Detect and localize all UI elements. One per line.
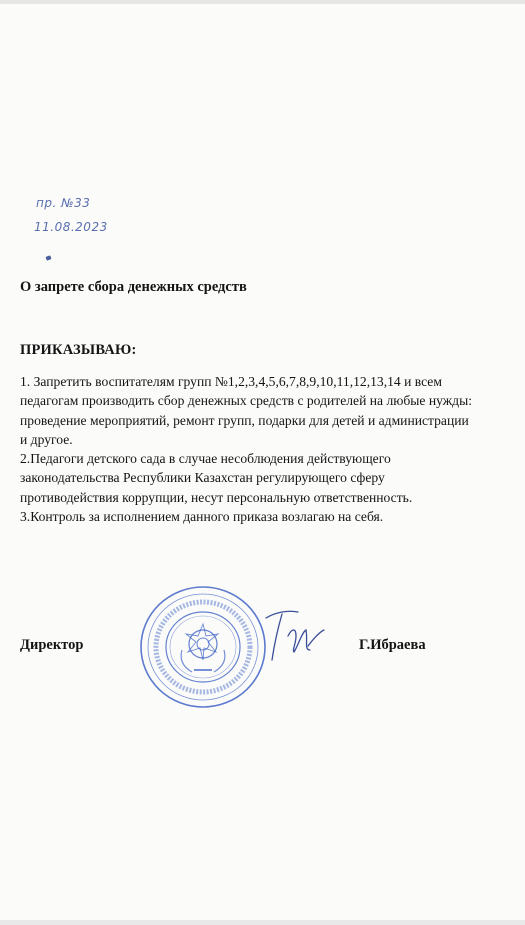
body-line: педагогам производить сбор денежных средств с родителей на любые нужды: <box>20 393 472 409</box>
signature-icon <box>258 606 328 666</box>
decree-heading: ПРИКАЗЫВАЮ: <box>20 342 137 358</box>
handwritten-order-date: 11.08.2023 <box>34 220 108 234</box>
document-title: О запрете сбора денежных средств <box>20 279 247 295</box>
handwritten-order-number: пр. №33 <box>36 196 91 210</box>
body-line: и другое. <box>20 431 73 447</box>
scan-bottom-edge <box>0 920 525 925</box>
body-line: 3.Контроль за исполнением данного приказа возлагаю на себя. <box>20 509 384 525</box>
body-line: 2.Педагоги детского сада в случае несоблюдения действующего <box>20 451 391 467</box>
scan-top-edge <box>0 0 525 4</box>
decree-body <box>20 372 525 526</box>
handwritten-mark <box>45 255 51 260</box>
body-line: законодательства Республики Казахстан регулирующего сферу <box>20 470 385 486</box>
body-line: 1. Запретить воспитателям групп №1,2,3,4,5,6,7,8,9,10,11,12,13,14 и всем <box>20 374 442 389</box>
body-line: противодействия коррупции, несут персональную ответственность. <box>20 489 413 505</box>
signer-position: Директор <box>20 637 84 653</box>
body-line: проведение мероприятий, ремонт групп, подарки для детей и администрации <box>20 412 469 428</box>
signer-name: Г.Ибраева <box>359 637 426 653</box>
official-seal-icon <box>138 584 268 710</box>
